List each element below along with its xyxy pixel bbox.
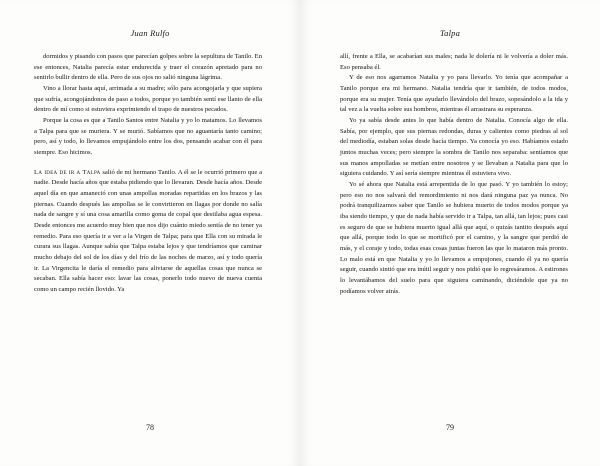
page-right xyxy=(300,0,600,466)
text-block-left xyxy=(34,52,262,296)
paragraph: Porque la cosa es que a Tanilo Santos entre Natalia y yo lo matamos. Lo llevamos a Talpa para que se muriera. Y se murió. Sabíamos que no aguantaría tanto camino; pero, así y todo, lo llevamos empujándolo entre los dos, pensando acabar con él para siempre. Eso hicimos. xyxy=(34,117,262,157)
paragraph: Vino a llorar hasta aquí, arrimada a su madre; sólo para acongojarla y que supiera que sufría, acongojándonos de paso a todos, porque yo también sentí ese llanto de ella dentro de mí como si estuviera exprimiendo el trapo de nuestros pecados. xyxy=(34,85,262,114)
paragraph: Y de eso nos agarramos Natalia y yo para llevarlo. Yo tenía que acompañar a Tanilo porque era mi hermano. Natalia tendría que ir también, de todos modos, porque era su mujer. Tenía que ayudarlo llevándolo del brazo, sopesándolo a la ida y tal vez a la vuelta sobre sus hombros, mientras él arrastrara su esperanza. xyxy=(340,74,568,114)
paragraph-body: salió de mi hermano Tanilo. A él se le ocurrió primero que a nadie. Desde hacía años que estaba pidiendo que lo llevaran. Desde hacía años. Desde aquel día en que amaneció con unas ampollas moradas repartidas en los brazos y las piernas. Cuando después las ampollas se le convirtieron en llagas por donde no salía nada de sangre y sí una cosa amarilla como goma de copal que destilaba agua espesa. Desde entonces me acuerdo muy bien que nos dijo cuánto miedo sentía de no tener ya remedio. Para eso quería ir a ver a la Virgen de Talpa; para que Ella con su mirada le curara sus llagas. Aunque sabía que Talpa estaba lejos y que tendríamos que caminar mucho debajo del sol de los días y del frío de las noches de marzo, así y todo quería ir. La Virgencita le daría el remedio para aliviarse de aquellas cosas que nunca se secaban. Ella sabía hacer eso: lavar las cosas, ponerlo todo nuevo de nueva cuenta como un campo recién llovido. Ya xyxy=(34,168,263,294)
paragraph: allí, frente a Ella, se acabarían sus males; nada le dolería ni le volvería a doler más. Eso pensaba él. xyxy=(340,53,568,71)
paragraph: dormidos y pisando con pasos que parecían golpes sobre la sepultura de Tanilo. En ese entonces, Natalia parecía estar endurecida y traer el corazón apretado para no sentirlo bullir dentro de ella. Pero de sus ojos no salió ninguna lágrima. xyxy=(34,53,262,82)
paragraph-with-smallcaps-lead xyxy=(34,168,262,296)
paragraph: Yo sé ahora que Natalia está arrepentida de lo que pasó. Y yo también lo estoy; pero eso no nos salvará del remordimiento ni nos dará ninguna paz ya nunca. No podrá tranquilizarnos saber que Tanilo se hubiera muerto de todos modos porque ya iba siendo tiempo, y que de nada había servido ir a Talpa, tan allá, tan lejos; pues casi es seguro de que se hubiera muerto igual allá que aquí, o quizás tantito después aquí que allá, porque todo lo que se mortificó por el camino, y la sangre que perdió de más, y el coraje y todo, todas esas cosas juntas fueron las que lo mataron más pronto. Lo malo está en que Natalia y yo lo llevamos a empujones, cuando él ya no quería seguir, cuando sintió que era inútil seguir y nos pidió que lo regresáramos. A estirones lo levantábamos del suelo para que siguiera caminando, diciéndole que ya no podíamos volver atrás. xyxy=(340,181,568,295)
folio-left: 78 xyxy=(146,423,154,432)
small-caps-lead: La idea de ir a Talpa xyxy=(34,168,101,176)
running-head-right: Talpa xyxy=(439,28,461,38)
folio-right: 79 xyxy=(446,423,454,432)
paragraph: Yo ya sabía desde antes lo que había dentro de Natalia. Conocía algo de ella. Sabía, por ejemplo, que sus piernas redondas, duras y calientes como piedras al sol del mediodía, estaban solas desde hacía tiempo. Ya conocía yo eso. Habíamos estado juntos muchas veces; pero siempre la sombra de Tanilo nos separaba: sentíamos que sus manos ampolladas se metían entre nosotros y se llevaban a Natalia para que lo siguiera cuidando. Y así sería siempre mientras él estuviera vivo. xyxy=(340,117,568,178)
running-head-left: Juan Rulfo xyxy=(130,28,170,38)
text-block-right xyxy=(340,52,568,297)
